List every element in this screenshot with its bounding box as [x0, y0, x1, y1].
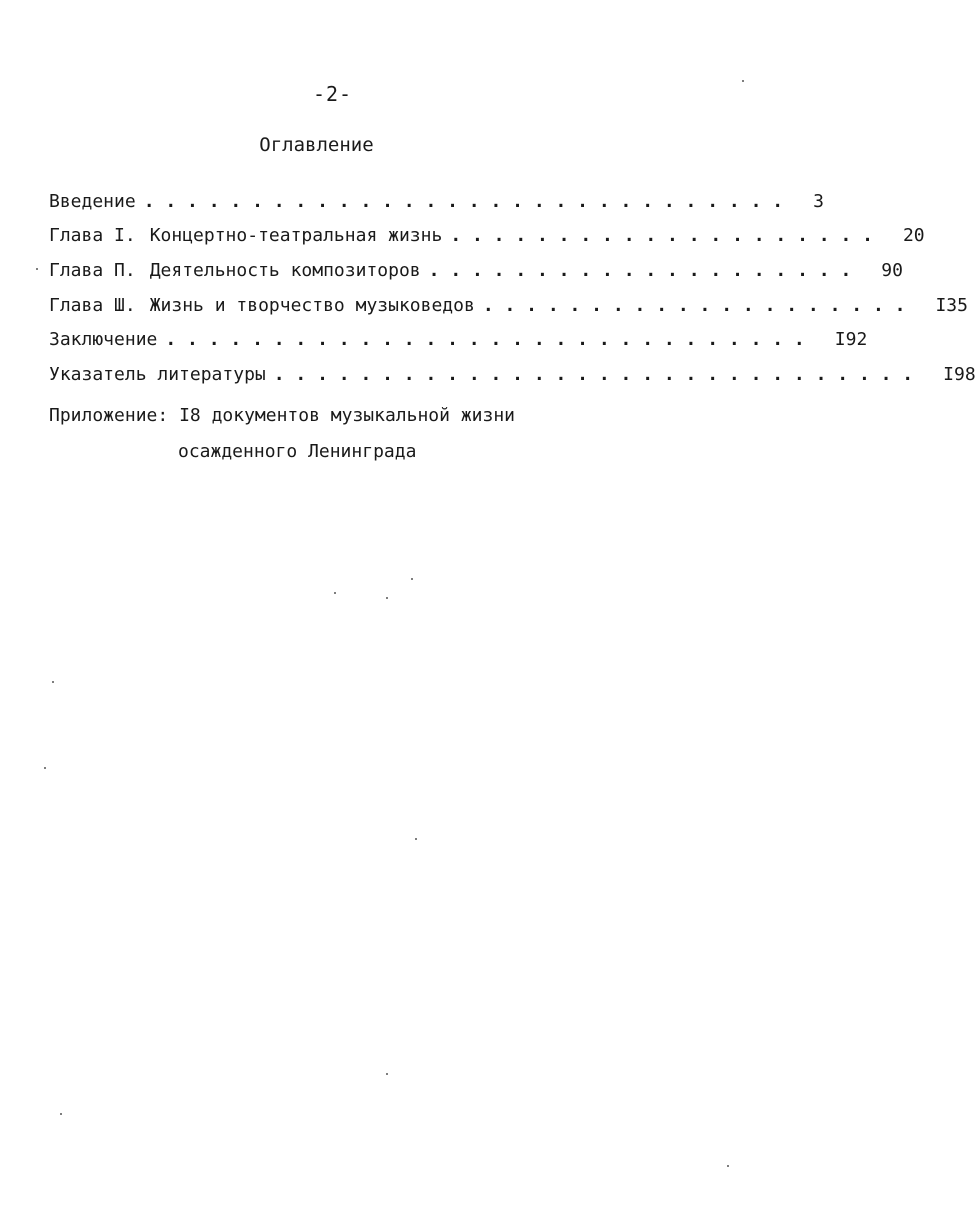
toc-entry-chapter-1 [49, 219, 925, 254]
scan-speck [334, 592, 336, 594]
scan-speck [727, 1165, 729, 1167]
toc-entry-label: Деятельность композиторов [149, 259, 421, 281]
toc-entry-label: Указатель литературы [49, 363, 266, 385]
scan-speck [36, 268, 38, 270]
dot-leader: . . . . . . . . . . . . . . . . . . . . [450, 225, 873, 247]
appendix-label: Приложение: [49, 405, 169, 426]
toc-entry-page: 90 [881, 259, 903, 281]
table-of-contents [49, 184, 976, 392]
page-number: -2- [312, 82, 353, 106]
toc-entry-page: I35 [935, 294, 968, 316]
toc-entry-chapter-3 [49, 288, 968, 323]
scan-speck [742, 80, 744, 82]
toc-entry-label: Заключение [49, 329, 158, 351]
toc-entry-bibliography [49, 357, 976, 392]
toc-title: Оглавление [259, 134, 374, 156]
scan-speck [44, 767, 46, 769]
dot-leader: . . . . . . . . . . . . . . . . . . . . . . . . . . . . . . [143, 190, 784, 212]
scan-speck [386, 597, 388, 599]
toc-entry-label: Жизнь и творчество музыковедов [149, 294, 475, 316]
toc-entry-chapter: Глава Ш. [49, 294, 136, 316]
toc-entry-label: Введение [49, 190, 136, 212]
toc-entry-page: 20 [902, 225, 925, 247]
toc-entry-chapter: Глава I. [49, 225, 136, 247]
scan-speck [411, 578, 413, 580]
dot-leader: . . . . . . . . . . . . . . . . . . . . . . . . . . . . . . [273, 363, 914, 385]
scan-speck [415, 838, 417, 840]
scan-speck [386, 1073, 388, 1075]
toc-entry-chapter: Глава П. [49, 259, 136, 281]
dot-leader: . . . . . . . . . . . . . . . . . . . . [428, 259, 852, 281]
dot-leader: . . . . . . . . . . . . . . . . . . . . . . . . . . . . . . [165, 329, 805, 351]
toc-entry-label: Концертно-театральная жизнь [149, 225, 443, 247]
toc-entry-introduction [49, 184, 824, 219]
appendix-note [49, 404, 515, 464]
appendix-text: I8 документов музыкальной жизни [179, 405, 516, 426]
scan-speck [60, 1113, 62, 1115]
toc-entry-page: I98 [943, 363, 976, 385]
toc-entry-conclusion [49, 322, 868, 357]
dot-leader: . . . . . . . . . . . . . . . . . . . . [482, 294, 906, 316]
appendix-text-continued: осажденного Ленинграда [178, 441, 417, 462]
toc-entry-page: I92 [834, 329, 868, 351]
toc-entry-chapter-2 [49, 253, 903, 288]
scan-speck [52, 681, 54, 683]
toc-entry-page: 3 [813, 190, 824, 212]
